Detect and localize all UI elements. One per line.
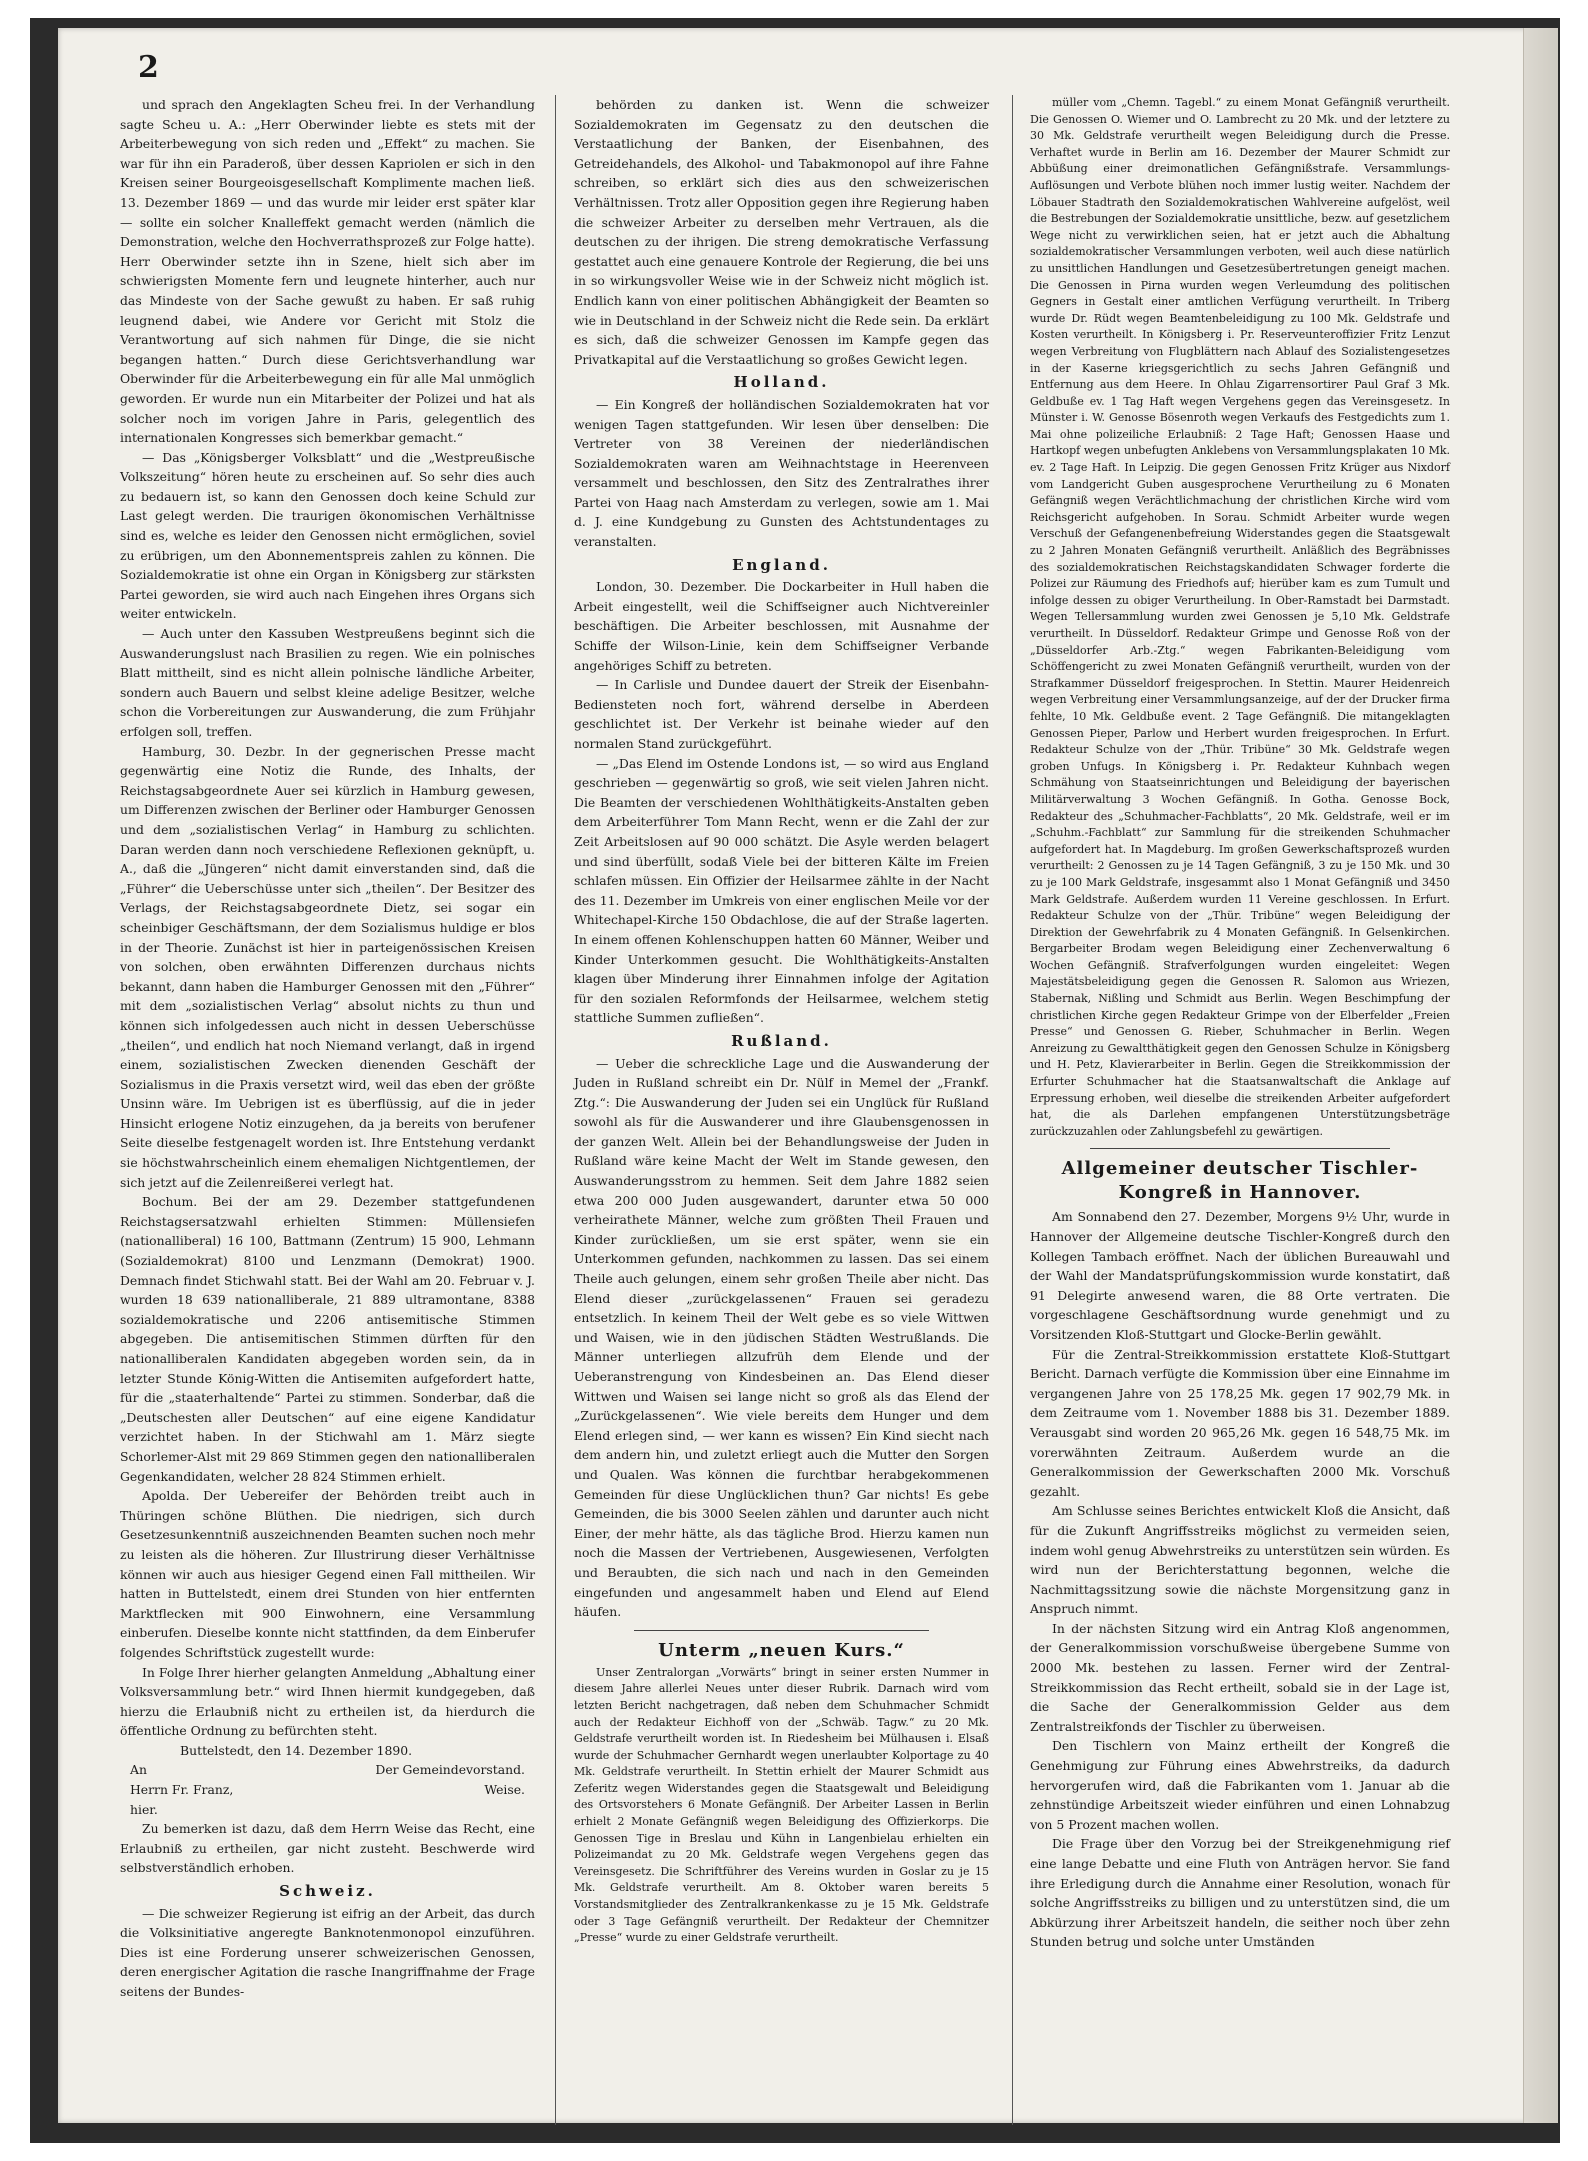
column-rule	[555, 95, 556, 2125]
page-edge	[1523, 28, 1558, 2123]
paragraph: — „Das Elend im Ostende Londons ist, — so wird aus England geschrieben — gegenwärtig so groß, wie seit vielen Jahren nicht. Die Beamten der verschiedenen Wohlthätigkeits-Anstalten geben dem Arbeiterführer Tom Mann Recht, wenn er die Zahl der zur Zeit Arbeitslosen auf 90 000 schätzt. Die Asyle werden belagert und sind überfüllt, sodaß Viele bei der bitteren Kälte im Freien schlafen müssen. Ein Offizier der Heilsarmee zählte in der Nacht des 11. Dezember im Umkreis von einer englischen Meile vor der Whitechapel-Kirche 150 Obdachlose, die auf der Straße lagerten. In einem offenen Kohlenschuppen hatten 60 Männer, Weiber und Kinder Unterkommen gesucht. Die Wohlthätigkeits-Anstalten klagen über Minderung ihrer Einnahmen infolge der Agitation für den sozialen Reformfonds der Heilsarmee, welchem stetig stattliche Summen zufließen“.	[574, 755, 989, 1026]
paragraph: Unser Zentralorgan „Vorwärts“ bringt in seiner ersten Nummer in diesem Jahre allerlei Neues unter dieser Rubrik. Darnach wird vom letzten Bericht nachgetragen, daß neben dem Schuhmacher Schmidt auch der Redakteur Eichhoff von der „Schwäb. Tagw.“ zu 20 Mk. Geldstrafe verurtheilt worden ist. In Riedesheim bei Mülhausen i. Elsaß wurde der Schuhmacher Gernhardt wegen unerlaubter Kolportage zu 40 Mk. Geldstrafe verurtheilt. In Stettin erhielt der Maurer Schmidt aus Zeferitz wegen Widerstandes gegen die Staatsgewalt und Beleidigung des Ortsvorstehers 6 Monate Gefängniß. Der Arbeiter Lassen in Berlin erhielt 2 Monate Gefängniß wegen Beleidigung des Offizierkorps. Die Genossen Tige in Breslau und Kühn in Langenbielau erhielten ein Polizeimandat zu 20 Mk. Geldstrafe wegen Vergehens gegen das Vereinsgesetz. Die Schriftführer des Vereins wurden in Goslar zu je 15 Mk. Geldstrafe verurtheilt. Am 8. Oktober waren bereits 5 Vorstandsmitglieder des Zentralkrankenkasse zu je 15 Mk. Geldstrafe oder 3 Tage Gefängniß verurtheilt. Der Redakteur der Chemnitzer „Presse“ wurde zu einer Geldstrafe verurtheilt.	[574, 1665, 989, 1945]
section-heading: Unterm „neuen Kurs.“	[658, 1639, 905, 1661]
section-heading: England.	[732, 555, 831, 574]
paragraph: Die Frage über den Vorzug bei der Streikgenehmigung rief eine lange Debatte und eine Fluth von Anträgen hervor. Sie fand ihre Erledigung durch die Annahme einer Resolution, wonach für solche Angriffsstreiks zu billigen und zu unterstützen sind, die um Abkürzung ihrer Arbeitszeit handeln, die seither noch über zehn Stunden betrug und solche unter Umständen	[1030, 1836, 1450, 1950]
column-3	[1030, 95, 1450, 1952]
signature-weise: Weise.	[484, 1782, 525, 1798]
page-number: 2	[138, 50, 159, 85]
signature-vorstand: Der Gemeindevorstand.	[375, 1762, 525, 1778]
paragraph: — Ueber die schreckliche Lage und die Auswanderung der Juden in Rußland schreibt ein Dr. Nülf in Memel der „Frankf. Ztg.“: Die Auswanderung der Juden sei ein Unglück für Rußland sowohl als für die Auswanderer und ihre Glaubensgenossen in der ganzen Welt. Allein bei der Behandlungsweise der Juden in Rußland wäre keine Macht der Welt im Stande gewesen, den Auswanderungsstrom zu hemmen. Seit dem Jahre 1882 seien etwa 200 000 Juden ausgewandert, darunter etwa 50 000 verheirathete Männer, welche zum größten Theil Frauen und Kinder zurückließen, um sie erst später, wenn sie ein Unterkommen gefunden, nachkommen zu lassen. Das sei einem Theile auch gelungen, einem sehr großen Theile aber nicht. Das Elend dieser „zurückgelassenen“ Frauen sei geradezu entsetzlich. In keinem Theil der Welt gebe es so viele Wittwen und Waisen, wie in den jüdischen Städten Westrußlands. Die Männer unterliegen allzufrüh dem Elende und der Ueberanstrengung von Kindesbeinen an. Das Elend dieser Wittwen und Waisen sei lange nicht so groß als das Elend der „Zurückgelassenen“. Wie viele bereits dem Hunger und dem Elend erlegen sind, — wer kann es wissen? Ein Kind siecht nach dem andern hin, und zuletzt erliegt auch die Mutter den Sorgen und Qualen. Was können die furchtbar herabgekommenen Gemeinden für diese Unglücklichen thun? Gar nichts! Es gebe Gemeinden, die bis 3000 Seelen zählen und darunter auch nicht Einer, der mehr hätte, als das tägliche Brod. Hierzu kamen nun noch die Massen der Vertriebenen, Ausgewiesenen, Verfolgten und Beraubten, die sich nach und nach in den Gemeinden eingefunden und angesammelt haben und Elend auf Elend häufen.	[574, 1055, 989, 1620]
paragraph: — In Carlisle und Dundee dauert der Streik der Eisenbahn-Bediensteten noch fort, während derselbe in Aberdeen geschlichtet ist. Der Verkehr ist beinahe wieder auf den normalen Stand zurückgeführt.	[574, 677, 989, 751]
signature-line	[120, 1780, 535, 1800]
paragraph: und sprach den Angeklagten Scheu frei. In der Verhandlung sagte Scheu u. A.: „Herr Oberwinder liebte es stets mit der Arbeiterbewegung von sich reden und „Effekt“ zu machen. Sie war für ihn ein Paraderoß, über dessen Kapriolen er sich in den Kreisen seiner Bourgeoisgesellschaft Komplimente machen ließ. 13. Dezember 1869 — und das wurde mir leider erst später klar — sollte ein solcher Knalleffekt gemacht werden (nämlich die Demonstration, welche den Hochverrathsprozeß zur Folge hatte). Herr Oberwinder setzte ihn in Szene, hielt sich aber im schwierigsten Momente fern und leugnete hinterher, auch nur das Mindeste von der Sache gewußt zu haben. Er saß ruhig leugnend dabei, wie Andere vor Gericht mit Stolz die Verantwortung auf sich nahmen für Dinge, die sie nicht begangen hatten.“ Durch diese Gerichtsverhandlung war Oberwinder für die Arbeiterbewegung ein für alle Mal unmöglich geworden. Er wurde nun ein Mitarbeiter der Polizei und hat als solcher noch im vorigen Jahre in Paris, gelegentlich des internationalen Kongresses sich bemerkbar gemacht.“	[120, 97, 535, 446]
signature-hier: hier.	[130, 1801, 158, 1817]
paragraph: behörden zu danken ist. Wenn die schweizer Sozialdemokraten im Gegensatz zu den deutschen die Verstaatlichung der Banken, der Eisenbahnen, des Getreidehandels, des Alkohol- und Tabakmonopol auf ihre Fahne schreiben, so erklärt sich dies aus den schweizerischen Verhältnissen. Trotz aller Opposition gegen ihre Regierung haben die schweizer Arbeiter zu derselben mehr Vertrauen, als die deutschen zu der ihrigen. Die streng demokratische Verfassung gestattet auch eine genauere Kontrole der Regierung, die bei uns in so wirkungsvoller Weise wie in der Schweiz nicht möglich ist. Endlich kann von einer politischen Abhängigkeit der Beamten so wie in Deutschland in der Schweiz nicht die Rede sein. Da erklärt es sich, daß die schweizer Genossen im Kampfe gegen das Privatkapital auf die Verstaatlichung so großes Gewicht legen.	[574, 97, 989, 367]
section-heading: Schweiz.	[279, 1882, 376, 1901]
column-rule	[1012, 95, 1013, 2125]
paragraph: — Ein Kongreß der holländischen Sozialdemokraten hat vor wenigen Tagen stattgefunden. Wir lesen über denselben: Die Vertreter von 38 Vereinen der niederländischen Sozialdemokraten waren am Weihnachtstage in Heerenveen versammelt und beschlossen, den Sitz des Zentralrathes ihrer Partei von Haag nach Amsterdam zu verlegen, sowie am 1. Mai d. J. eine Kundgebung zu Gunsten des Achtstundentages zu veranstalten.	[574, 396, 989, 550]
signature-line	[120, 1760, 535, 1780]
paragraph: Den Tischlern von Mainz ertheilt der Kongreß die Genehmigung zur Führung eines Abwehrstreiks, da dadurch hervorgerufen wird, daß die Fabrikanten vom 1. Januar ab die zehnstündige Arbeitszeit wieder einführen und einen Lohnabzug von 5 Prozent machen wollen.	[1030, 1738, 1450, 1832]
paragraph: In Folge Ihrer hierher gelangten Anmeldung „Abhaltung einer Volksversammlung betr.“ wird Ihnen hiermit kundgegeben, daß hierzu die Erlaubniß nicht zu ertheilen ist, da hierdurch die öffentliche Ordnung zu befürchten steht.	[120, 1664, 535, 1739]
paragraph: In der nächsten Sitzung wird ein Antrag Kloß angenommen, der Generalkommission vorschußweise übergebene Summe von 2000 Mk. bestehen zu lassen. Ferner wird der Zentral-Streikkommission das Recht ertheilt, sobald sie in der Lage ist, die Sache der Generalkommission Gelder aus dem Zentralstreikfonds der Tischler zu überweisen.	[1030, 1620, 1450, 1734]
dateline: Buttelstedt, den 14. Dezember 1890.	[180, 1742, 413, 1758]
section-heading: Holland.	[733, 373, 830, 392]
paragraph: Für die Zentral-Streikkommission erstattete Kloß-Stuttgart Bericht. Darnach verfügte die Kommission über eine Einnahme im vergangenen Jahre von 25 178,25 Mk. gegen 17 902,79 Mk. in dem Zeitraume vom 1. November 1888 bis 31. Dezember 1889. Verausgabt sind worden 20 965,26 Mk. gegen 16 548,75 Mk. im vorerwähnten Zeitraum. Außerdem wurde an die Generalkommission der Gewerkschaften 2000 Mk. Vorschuß gezahlt.	[1030, 1346, 1450, 1499]
divider	[1090, 1148, 1390, 1149]
signature-line	[120, 1800, 535, 1820]
paragraph: — Auch unter den Kassuben Westpreußens beginnt sich die Auswanderungslust nach Brasilien zu regen. Wie ein polnisches Blatt mittheilt, sind es nicht allein polnische ländliche Arbeiter, sondern auch Bauern und selbst kleine adelige Besitzer, welche schon die Vorbereitungen zur Auswanderung, die zum Frühjahr erfolgen soll, treffen.	[120, 626, 535, 739]
column-1	[120, 95, 535, 2002]
column-2	[574, 95, 989, 1947]
paragraph: Hamburg, 30. Dezbr. In der gegnerischen Presse macht gegenwärtig eine Notiz die Runde, des Inhalts, der Reichstagsabgeordnete Auer sei kürzlich in Hamburg gewesen, um Differenzen zwischen der Berliner oder Hamburger Genossen und dem „sozialistischen Verlag“ in Hamburg zu schlichten. Daran werden dann noch verschiedene Reflexionen geknüpft, u. A., daß die „Jüngeren“ nicht damit einverstanden sind, daß die „Führer“ die Ueberschüsse unter sich „theilen“. Der Besitzer des Verlags, der Reichstagsabgeordnete Dietz, sei sogar ein scheinbiger Geschäftsmann, der dem Sozialismus huldige er blos in der Theorie. Zunächst ist hier in parteigenössischen Kreisen von solchen, oben erwähnten Differenzen durchaus nichts bekannt, dann haben die Hamburger Genossen mit den „Führer“ mit dem „sozialistischen Verlag“ absolut nichts zu thun und können sich infolgedessen auch nicht in dessen Ueberschüsse „theilen“, und endlich hat noch Niemand verlangt, daß in irgend einem, sozialistischen Zwecken dienenden Geschäft der Sozialismus in die Praxis versetzt wird, weil das eben der größte Unsinn wäre. Im Uebrigen ist es überflüssig, auf die in jeder Hinsicht erlogene Notiz einzugehen, da ja bereits von berufener Seite dieselbe festgenagelt worden ist. Ihre Entstehung verdankt sie höchstwahrscheinlich einem ehemaligen Nichtgentlemen, der sich jetzt auf die Zeilenreißerei verlegt hat.	[120, 743, 535, 1190]
paragraph: müller vom „Chemn. Tagebl.“ zu einem Monat Gefängniß verurtheilt. Die Genossen O. Wiemer und O. Lambrecht zu 20 Mk. und der letztere zu 30 Mk. Geldstrafe verurtheilt wegen Beleidigung durch die Presse. Verhaftet wurde in Berlin am 16. Dezember der Maurer Schmidt zur Abbüßung einer dreimonatlichen Gefängnißstrafe. Versammlungs-Auflösungen und Verbote blühen noch immer lustig weiter. Nachdem der Löbauer Stadtrath den Sozialdemokratischen Wahlvereine aufgelöst, weil die Bestrebungen der Sozialdemokratie unsittliche, bezw. auf gesetzlichem Wege nicht zu verwirklichen seien, hat er jetzt auch die Abhaltung sozialdemokratischer Versammlungen verboten, weil auch diese natürlich zu unsittlichen Handlungen und Gesetzesübertretungen geneigt machen. Die Genossen in Pirna wurden wegen Verleumdung des politischen Gegners in Gestalt einer amtlichen Verfügung verurtheilt. In Triberg wurde Dr. Rüdt wegen Beamtenbeleidigung zu 100 Mk. Geldstrafe und Kosten verurtheilt. In Königsberg i. Pr. Reserveunteroffizier Fritz Lenzut wegen Verbreitung von Flugblättern nach Ablauf des Sozialistengesetzes in der Kaserne kriegsgerichtlich zu sechs Jahren Gefängniß und Entfernung aus dem Heere. In Ohlau Zigarrensortirer Paul Graf 3 Mk. Geldbuße ev. 1 Tag Haft wegen Vergehens gegen das Vereinsgesetz. In Münster i. W. Genosse Bösenroth wegen Verkaufs des Festgedichts zum 1. Mai ohne polizeiliche Erlaubniß: 2 Tage Haft; Genossen Haase und Hartkopf wegen unbefugten Anklebens von Versammlungsplakaten 10 Mk. ev. 2 Tage Haft. In Leipzig. Die gegen Genossen Fritz Krüger aus Nixdorf vom Landgericht Guben ausgesprochene Verurtheilung zu 6 Monaten Gefängniß wegen Verächtlichmachung der christlichen Kirche wird vom Reichsgericht aufgehoben. In Sorau. Schmidt Arbeiter wurde wegen Verschuß der Gefangenenbefreiung Widerstandes gegen die Staatsgewalt zu 2 Jahren Monaten Gefängniß verurtheilt. Anläßlich des Begräbnisses des sozialdemokratischen Reichstagskandidaten Schwager forderte die Polizei zur Räumung des Friedhofs auf; hierüber kam es zum Tumult und infolge dessen zu obiger Verurtheilung. In Ober-Ramstadt bei Darmstadt. Wegen Tellersammlung wurden zwei Genossen je 5,10 Mk. Geldstrafe verurtheilt. In Düsseldorf. Redakteur Grimpe und Genosse Roß von der „Düsseldorfer Arb.-Ztg.“ wegen Fabrikanten-Beleidigung vom Schöffengericht zu zwei Monaten Gefängniß verurtheilt, wurden von der Strafkammer Düsseldorf freigesprochen. In Stettin. Maurer Heidenreich wegen Verbreitung einer Versammlungsanzeige, auf der der Drucker firma fehlte, 10 Mk. Geldbuße event. 2 Tage Gefängniß. Die mitangeklagten Genossen Pieper, Parlow und Herbert wurden freigesprochen. In Erfurt. Redakteur Schulze von der „Thür. Tribüne“ 30 Mk. Geldstrafe wegen groben Unfugs. In Königsberg i. Pr. Redakteur Kuhnbach wegen Schmähung von Staatseinrichtungen und Beleidigung der bayerischen Militärverwaltung 3 Wochen Gefängniß. In Gotha. Genosse Bock, Redakteur des „Schuhmacher-Fachblatts“, 20 Mk. Geldstrafe, weil er im „Schuhm.-Fachblatt“ zur Sammlung für die streikenden Schuhmacher aufgefordert hat. In Magdeburg. Im großen Gewerkschaftsprozeß wurden verurtheilt: 2 Genossen zu je 14 Tagen Gefängniß, 3 zu je 150 Mk. und 30 zu je 100 Mark Geldstrafe, insgesammt also 1 Monat Gefängniß und 3450 Mark Geldstrafe. Außerdem wurden 11 Vereine geschlossen. In Erfurt. Redakteur Schulze von der „Thür. Tribüne“ wegen Beleidigung der Direktion der Gewehrfabrik zu 4 Monaten Gefängniß. In Gelsenkirchen. Bergarbeiter Brodam wegen Beleidigung einer Zechenverwaltung 6 Wochen Gefängniß. Strafverfolgungen wurden eingeleitet: Wegen Majestätsbeleidigung gegen die Genossen R. Salomon aus Wriezen, Stabernak, Nißling und Schmidt aus Berlin. Wegen Beschimpfung der christlichen Kirche gegen Redakteur Grimpe von der Elberfelder „Freien Presse“ und Genossen G. Rieber, Schuhmacher in Berlin. Wegen Anreizung zu Gewaltthätigkeit gegen den Genossen Schulze in Königsberg und H. Petz, Klavierarbeiter in Berlin. Gegen die Streikkommission der Erfurter Schuhmacher hat die Staatsanwaltschaft die Anklage auf Erpressung erhoben, weil dieselbe die streikenden Arbeiter aufgefordert hat, die als Darlehen empfangenen Unterstützungsbeträge zurückzuzahlen oder Zahlungsbefehl zu gewärtigen.	[1030, 96, 1450, 1138]
paragraph: Am Sonnabend den 27. Dezember, Morgens 9½ Uhr, wurde in Hannover der Allgemeine deutsche Tischler-Kongreß durch den Kollegen Tambach eröffnet. Nach der üblichen Bureauwahl und der Wahl der Mandatsprüfungskommission wurde konstatirt, daß 91 Delegirte anwesend waren, die 88 Orte vertraten. Die vorgeschlagene Geschäftsordnung wurde genehmigt und zu Vorsitzenden Kloß-Stuttgart und Glocke-Berlin gewählt.	[1030, 1209, 1450, 1342]
divider	[634, 1630, 929, 1631]
paragraph: Bochum. Bei der am 29. Dezember stattgefundenen Reichstagsersatzwahl erhielten Stimmen: Müllensiefen (nationalliberal) 16 100, Battmann (Zentrum) 15 900, Lehmann (Sozialdemokrat) 8100 und Lenzmann (Demokrat) 1900. Demnach findet Stichwahl statt. Bei der Wahl am 20. Februar v. J. wurden 18 639 nationalliberale, 21 889 ultramontane, 8388 sozialdemokratische und 2206 antisemitische Stimmen abgegeben. Die antisemitischen Stimmen dürften für den nationalliberalen Kandidaten abgegeben worden sein, da in letzter Stunde König-Witten die Antisemiten aufgefordert hatte, für die „staaterhaltende“ Partei zu stimmen. Sonderbar, daß die „Deutschesten aller Deutschen“ auf eine eigene Kandidatur verzichtet haben. In der Stichwahl am 1. März siegte Schorlemer-Alst mit 29 869 Stimmen gegen den nationalliberalen Gegenkandidaten, welcher 28 824 Stimmen erhielt.	[120, 1194, 535, 1484]
paragraph: London, 30. Dezember. Die Dockarbeiter in Hull haben die Arbeit eingestellt, weil die Schiffseigner auch Nichtvereinler beschäftigen. Die Arbeiter beschlossen, mit Ausnahme der Schiffe der Wilson-Linie, kein dem Schiffseigner Verbande angehöriges Schiff zu betreten.	[574, 579, 989, 673]
paragraph: — Das „Königsberger Volksblatt“ und die „Westpreußische Volkszeitung“ hören heute zu erscheinen auf. So sehr dies auch zu bedauern ist, so kann den Genossen doch keine Schuld zur Last gelegt werden. Die traurigen ökonomischen Verhältnisse sind es, welche es leider den Genossen nicht ermöglichen, soviel zu erübrigen, um den Abonnementspreis zahlen zu können. Die Sozialdemokratie ist ohne ein Organ in Königsberg zur stärksten Partei geworden, sie wird auch nach Eingehen ihres Organs sich weiter entwickeln.	[120, 449, 535, 622]
paragraph: Apolda. Der Uebereifer der Behörden treibt auch in Thüringen schöne Blüthen. Die niedrigen, sich durch Gesetzesunkenntniß auszeichnenden Beamten suchen noch mehr zu leisten als die höheren. Zur Illustrirung dieser Verhältnisse können wir auch aus hiesiger Gegend einen Fall mittheilen. Wir hatten in Buttelstedt, einem drei Stunden von hier entfernten Marktflecken mit 900 Einwohnern, eine Versammlung einberufen. Dieselbe konnte nicht stattfinden, da dem Einberufer folgendes Schriftstück zugestellt wurde:	[120, 1488, 535, 1660]
paragraph: Am Schlusse seines Berichtes entwickelt Kloß die Ansicht, daß für die Zukunft Angriffsstreiks möglichst zu vermeiden seien, indem wohl genug Abwehrstreiks zu unterstützen sein würden. Es wird nun der Berichterstattung begonnen, welche die Nachmittagssitzung sowie die nächste Morgensitzung ganz in Anspruch nimmt.	[1030, 1503, 1450, 1617]
signature-an: An	[130, 1762, 147, 1778]
signature-name: Herrn Fr. Franz,	[130, 1782, 234, 1798]
section-heading: Allgemeiner deutscher Tischler-Kongreß in Hannover.	[1061, 1158, 1419, 1204]
paragraph: — Die schweizer Regierung ist eifrig an der Arbeit, das durch die Volksinitiative angeregte Banknotenmonopol einzuführen. Dies ist eine Forderung unserer schweizerischen Genossen, deren energischer Agitation die rasche Inangriffnahme der Frage seitens der Bundes-	[120, 1905, 535, 1999]
paragraph: Zu bemerken ist dazu, daß dem Herrn Weise das Recht, eine Erlaubniß zu ertheilen, gar nicht zusteht. Beschwerde wird selbstverständlich erhoben.	[120, 1821, 535, 1876]
section-heading: Rußland.	[731, 1031, 832, 1050]
